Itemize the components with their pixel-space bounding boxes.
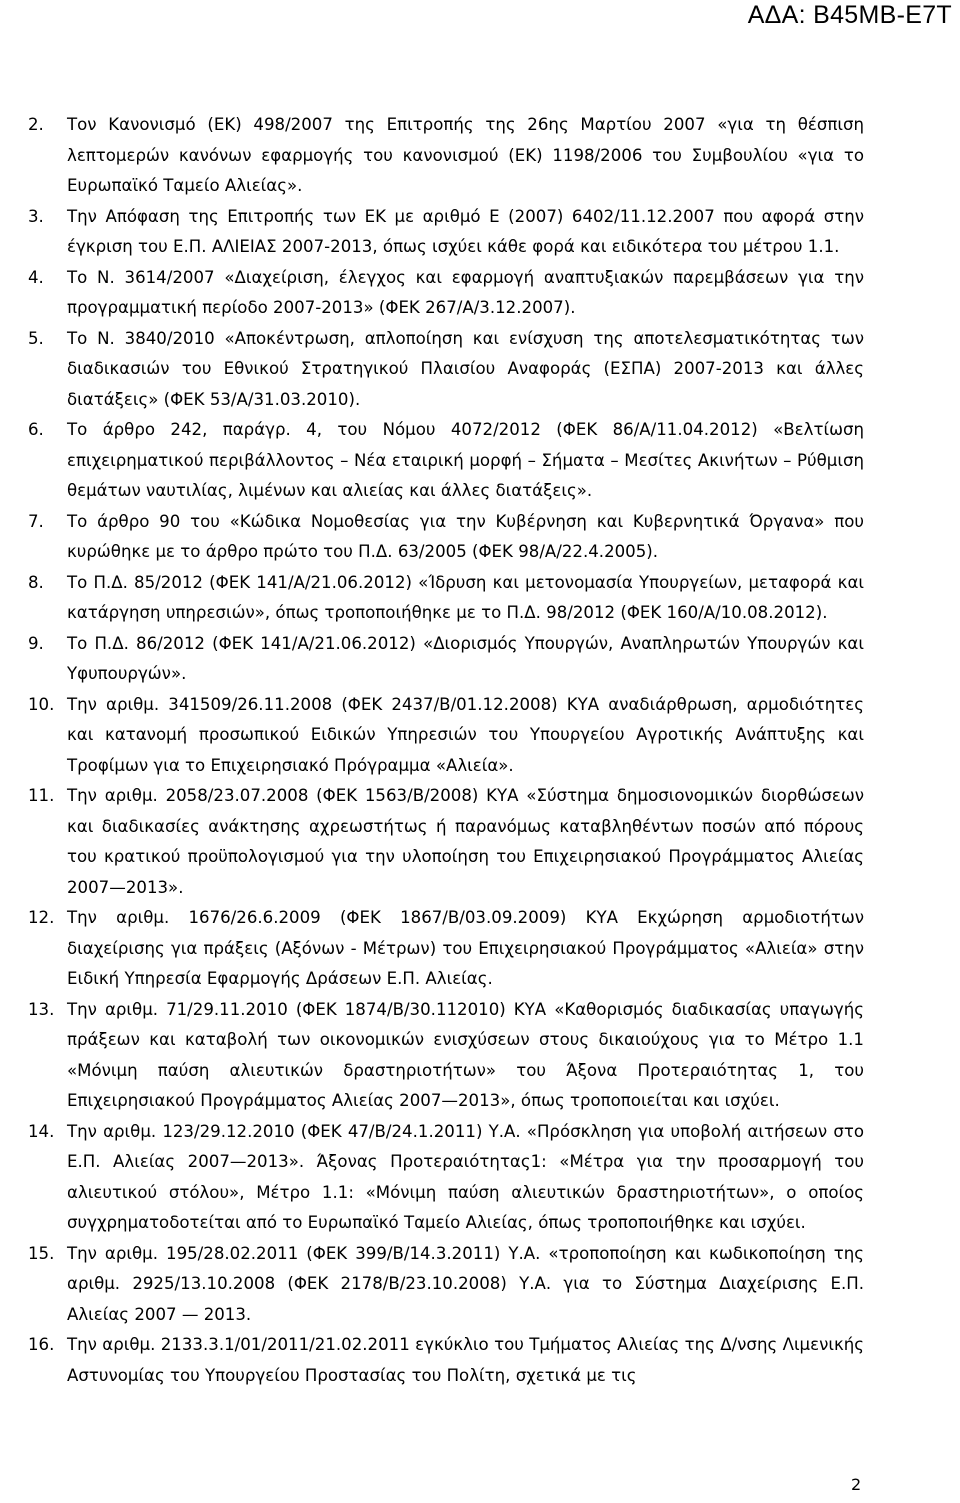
item-number: 8. — [28, 572, 44, 592]
list-item — [28, 324, 864, 416]
ada-code: ΑΔΑ: Β45ΜΒ-Ε7Τ — [747, 1, 952, 29]
item-number: 2. — [28, 115, 44, 134]
list-item — [28, 1239, 864, 1331]
item-text: Την αριθμ. 2133.3.1/01/2011/21.02.2011 εγκύκλιο του Τμήματος Αλιείας της Δ/νσης Λιμενικής Αστυνομίας του Υπουργείου Προστασίας του Πολίτη, σχετικά με τις — [67, 1335, 864, 1385]
item-text: Το Π.Δ. 85/2012 (ΦΕΚ 141/Α/21.06.2012) «Ίδρυση και μετονομασία Υπουργείων, μεταφορά και κατάργηση υπηρεσιών», όπως τροποποιήθηκε με το Π.Δ. 98/2012 (ΦΕΚ 160/Α/10.08.2012). — [67, 572, 864, 622]
item-number: 14. — [28, 1121, 55, 1141]
list-item — [28, 629, 864, 690]
item-number: 6. — [28, 420, 44, 439]
item-number: 16. — [28, 1335, 55, 1354]
item-number: 9. — [28, 633, 44, 653]
item-number: 12. — [28, 908, 55, 927]
item-text: Την αριθμ. 71/29.11.2010 (ΦΕΚ 1874/Β/30.112010) ΚΥΑ «Καθορισμός διαδικασίας υπαγωγής πράξεων και καταβολή των οικονομικών ενισχύσεων στους δικαιούχους για το Μέτρο 1.1 «Μόνιμη παύση αλιευτικών δραστηριοτήτων» του Άξονα Προτεραιότητας 1, του Επιχειρησιακού Προγράμματος Αλιείας 2007—2013», όπως τροποποιείται και ισχύει. — [67, 999, 864, 1110]
list-item — [28, 690, 864, 782]
item-number: 15. — [28, 1243, 55, 1263]
item-text: Την Απόφαση της Επιτροπής των ΕΚ με αριθμό Ε (2007) 6402/11.12.2007 που αφορά στην έγκριση του Ε.Π. ΑΛΙΕΙΑΣ 2007-2013, όπως ισχύει κάθε φορά και ειδικότερα του μέτρου 1.1. — [67, 206, 864, 256]
item-text: Τον Κανονισμό (ΕΚ) 498/2007 της Επιτροπής της 26ης Μαρτίου 2007 «για τη θέσπιση λεπτομερών κανόνων εφαρμογής του κανονισμού (ΕΚ) 1198/2006 του Συμβουλίου «για το Ευρωπαϊκό Ταμείο Αλιείας». — [67, 115, 864, 195]
list-item — [28, 263, 864, 324]
list-item — [28, 415, 864, 507]
item-number: 7. — [28, 511, 44, 531]
item-number: 3. — [28, 206, 44, 226]
page-number: 2 — [851, 1475, 862, 1494]
list-item — [28, 202, 864, 263]
item-text: Την αριθμ. 2058/23.07.2008 (ΦΕΚ 1563/Β/2008) ΚΥΑ «Σύστημα δημοσιονομικών διορθώσεων και διαδικασίες ανάκτησης αχρεωστήτως ή παρανόμως καταβληθέντων ποσών από πόρους του κρατικού προϋπολογισμού για την υλοποίηση του Επιχειρησιακού Προγράμματος Αλιείας 2007—2013». — [67, 786, 864, 897]
list-item — [28, 568, 864, 629]
list-item — [28, 903, 864, 995]
list-item — [28, 507, 864, 568]
item-number: 11. — [28, 786, 55, 805]
list-item — [28, 781, 864, 903]
legal-references-list — [28, 110, 864, 1391]
item-text: Το Ν. 3614/2007 «Διαχείριση, έλεγχος και εφαρμογή αναπτυξιακών παρεμβάσεων για την προγραμματική περίοδο 2007-2013» (ΦΕΚ 267/Α/3.12.2007). — [67, 267, 864, 317]
list-item — [28, 995, 864, 1117]
list-item — [28, 1117, 864, 1239]
list-item — [28, 110, 864, 202]
item-text: Το άρθρο 242, παράγρ. 4, του Νόμου 4072/2012 (ΦΕΚ 86/Α/11.04.2012) «Βελτίωση επιχειρηματικού περιβάλλοντος – Νέα εταιρική μορφή – Σήματα – Μεσίτες Ακινήτων – Ρύθμιση θεμάτων ναυτιλίας, λιμένων και αλιείας και άλλες διατάξεις». — [67, 420, 864, 500]
item-text: Το Π.Δ. 86/2012 (ΦΕΚ 141/Α/21.06.2012) «Διορισμός Υπουργών, Αναπληρωτών Υπουργών και Υφυπουργών». — [67, 633, 864, 683]
item-number: 10. — [28, 694, 55, 714]
item-text: Την αριθμ. 341509/26.11.2008 (ΦΕΚ 2437/Β/01.12.2008) ΚΥΑ αναδιάρθρωση, αρμοδιότητες και κατανομή προσωπικού Ειδικών Υπηρεσιών του Υπουργείου Αγροτικής Ανάπτυξης και Τροφίμων για το Επιχειρησιακό Πρόγραμμα «Αλιεία». — [67, 694, 864, 775]
list-item — [28, 1330, 864, 1391]
item-number: 13. — [28, 999, 55, 1019]
item-text: Την αριθμ. 1676/26.6.2009 (ΦΕΚ 1867/Β/03.09.2009) ΚΥΑ Εκχώρηση αρμοδιοτήτων διαχείρισης για πράξεις (Αξόνων - Μέτρων) του Επιχειρησιακού Προγράμματος «Αλιεία» στην Ειδική Υπηρεσία Εφαρμογής Δράσεων Ε.Π. Αλιείας. — [67, 908, 864, 988]
item-text: Την αριθμ. 123/29.12.2010 (ΦΕΚ 47/Β/24.1.2011) Υ.Α. «Πρόσκληση για υποβολή αιτήσεων στο Ε.Π. Αλιείας 2007—2013». Άξονας Προτεραιότητας1: «Μέτρα για την προσαρμογή του αλιευτικού στόλου», Μέτρο 1.1: «Μόνιμη παύση αλιευτικών δραστηριοτήτων», ο οποίος συγχρηματοδοτείται από το Ευρωπαϊκό Ταμείο Αλιείας, όπως τροποποιήθηκε και ισχύει. — [67, 1121, 864, 1232]
item-text: Την αριθμ. 195/28.02.2011 (ΦΕΚ 399/Β/14.3.2011) Υ.Α. «τροποποίηση και κωδικοποίηση της αριθμ. 2925/13.10.2008 (ΦΕΚ 2178/Β/23.10.2008) Υ.Α. για το Σύστημα Διαχείρισης Ε.Π. Αλιείας 2007 — 2013. — [67, 1243, 864, 1324]
item-number: 5. — [28, 328, 44, 348]
item-text: Το Ν. 3840/2010 «Αποκέντρωση, απλοποίηση και ενίσχυση της αποτελεσματικότητας των διαδικασιών του Εθνικού Στρατηγικού Πλαισίου Αναφοράς (ΕΣΠΑ) 2007-2013 και άλλες διατάξεις» (ΦΕΚ 53/Α/31.03.2010). — [67, 328, 864, 409]
item-number: 4. — [28, 267, 44, 287]
item-text: Το άρθρο 90 του «Κώδικα Νομοθεσίας για την Κυβέρνηση και Κυβερνητικά Όργανα» που κυρώθηκε με το άρθρο πρώτο του Π.Δ. 63/2005 (ΦΕΚ 98/Α/22.4.2005). — [67, 511, 864, 561]
